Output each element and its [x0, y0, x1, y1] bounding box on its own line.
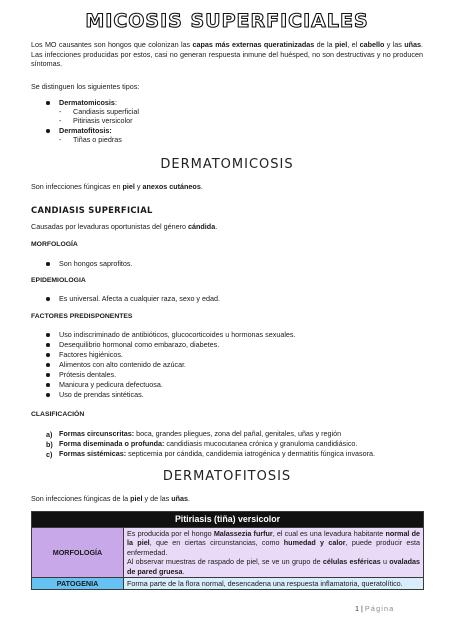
- list-item: Son hongos saprofitos.: [59, 259, 133, 268]
- list-item: Prótesis dentales.: [59, 370, 117, 379]
- section-heading-dermatomicosis: DERMATOMICOSIS: [160, 157, 294, 172]
- text-run: Es producida por el hongo: [127, 529, 214, 538]
- dash-icon: -: [59, 107, 62, 116]
- types-intro: Se distinguen los siguientes tipos:: [31, 82, 140, 91]
- list-item: Es universal. Afecta a cualquier raza, sexo y edad.: [59, 294, 221, 303]
- text-run: Son infecciones fúngicas de la: [31, 494, 131, 503]
- type-label: Dermatofitosis:: [59, 126, 112, 135]
- label-clasificacion: CLASIFICACIÓN: [31, 411, 85, 418]
- text-run: boca, grandes pliegues, zona del pañal, genitales, uñas y región: [134, 429, 342, 438]
- list-item: Alimentos con alto contenido de azúcar.: [59, 360, 187, 369]
- text-run: .: [188, 494, 191, 503]
- text-run: .: [215, 222, 218, 231]
- label-epidemiologia: EPIDEMIOLOGIA: [31, 277, 86, 284]
- bold-run: normal de la piel: [127, 529, 420, 548]
- text-run: de la: [314, 40, 335, 49]
- text-run: , puede producir esta enfermedad.: [127, 538, 421, 557]
- bold-run: Malassezia furfur: [213, 529, 273, 538]
- page-title: MICOSIS SUPERFICIALES: [85, 10, 369, 32]
- table-row: [32, 578, 424, 590]
- list-letter: b): [46, 440, 53, 449]
- bold-run: piel: [334, 40, 348, 49]
- dash-icon: -: [59, 135, 62, 144]
- text-run: y de las: [142, 494, 172, 503]
- page-footer: [355, 604, 394, 613]
- candiasis-text: [31, 222, 423, 232]
- list-item: Factores higiénicos.: [59, 350, 123, 359]
- row-desc-patogenia: Forma parte de la flora normal, desencadena una respuesta inflamatoria, queratolítico.: [124, 578, 424, 590]
- text-run: .: [182, 566, 185, 576]
- text-run: .: [200, 182, 203, 191]
- bullet-icon: [46, 343, 50, 347]
- bullet-icon: [46, 262, 50, 266]
- list-item: Desequilibrio hormonal como embarazo, diabetes.: [59, 340, 220, 349]
- dash-icon: -: [59, 116, 62, 125]
- desc-paragraph: [127, 529, 420, 557]
- classification-item: [59, 439, 357, 449]
- section-heading-dermatofitosis: DERMATOFITOSIS: [162, 469, 292, 484]
- bold-run: Forma diseminada o profunda:: [59, 439, 165, 448]
- bullet-icon: [46, 101, 50, 105]
- bold-run: piel: [122, 182, 135, 191]
- text-run: Los MO causantes son hongos que colonizan las: [31, 40, 193, 49]
- bold-run: Formas sistémicas:: [59, 449, 127, 458]
- list-item: Uso de prendas sintéticas.: [59, 390, 144, 399]
- dermatofitosis-text: [31, 494, 423, 504]
- dermatomicosis-text: [31, 182, 423, 192]
- bullet-icon: [46, 297, 50, 301]
- bullet-icon: [46, 373, 50, 377]
- row-label-morfologia: MORFOLOGÍA: [32, 528, 124, 578]
- text-run: Son infecciones fúngicas en: [31, 182, 123, 191]
- bullet-icon: [46, 393, 50, 397]
- pitiriasis-table: [31, 511, 424, 590]
- bold-run: piel: [130, 494, 143, 503]
- classification-item: [59, 449, 375, 459]
- bold-run: ovaladas de pared gruesa: [127, 557, 421, 576]
- bold-run: células esféricas: [322, 557, 381, 567]
- bullet-icon: [46, 353, 50, 357]
- desc-paragraph: [127, 557, 420, 576]
- label-morfologia: MORFOLOGÍA: [31, 241, 78, 248]
- text-run: . Las infecciones producidas por estos, casi no generan respuesta inmune del huésped, no son destructivas y no producen síntomas.: [31, 40, 424, 69]
- subtype-item: Tiñas o piedras: [73, 135, 122, 144]
- bold-run: cándida: [188, 222, 216, 231]
- subtype-item: Pitiriasis versicolor: [73, 116, 133, 125]
- type-label: Dermatomicosis: [59, 98, 115, 107]
- subsection-heading-candiasis: CANDIASIS SUPERFICIAL: [31, 205, 153, 215]
- text-run: , el cual es una levadura habitante: [272, 529, 386, 538]
- classification-item: [59, 429, 341, 439]
- text-run: Al observar muestras de raspado de piel, se ve un grupo de: [127, 557, 323, 567]
- bold-run: humedad y calor: [283, 538, 346, 548]
- text-run: candidiasis mucocutanea crónica y granuloma candidiásico.: [164, 439, 358, 448]
- text-run: y: [134, 182, 143, 191]
- bullet-icon: [46, 363, 50, 367]
- row-desc-morfologia: [124, 528, 424, 578]
- row-label-patogenia: PATOGENIA: [32, 578, 124, 590]
- bold-run: uñas: [171, 494, 189, 503]
- list-item: Manicura y pedicura defectuosa.: [59, 380, 163, 389]
- table-row: [32, 528, 424, 578]
- list-letter: a): [46, 430, 53, 439]
- text-run: septicemia por cándida, candidemia iatrogénica y dermatitis fúngica invasora.: [126, 449, 376, 458]
- page-number: 1: [355, 604, 359, 613]
- label-factores: FACTORES PREDISPONENTES: [31, 313, 133, 320]
- bullet-icon: [46, 383, 50, 387]
- bullet-icon: [46, 129, 50, 133]
- text-run: u: [380, 557, 390, 567]
- page-label: Página: [364, 604, 395, 613]
- bold-run: anexos cutáneos: [142, 182, 201, 191]
- footer-separator: |: [359, 604, 365, 613]
- bullet-icon: [46, 333, 50, 337]
- type-suffix: :: [114, 98, 117, 107]
- text-run: , que en ciertas circunstancias, como: [149, 538, 284, 548]
- text-run: , el: [347, 40, 360, 49]
- subtype-item: Candiasis superficial: [73, 107, 139, 116]
- bold-run: cabello: [359, 40, 385, 49]
- list-letter: c): [46, 450, 53, 459]
- intro-paragraph: [31, 40, 423, 69]
- bold-run: uñas: [404, 40, 422, 49]
- list-item: Uso indiscriminado de antibióticos, glucocorticoides u hormonas sexuales.: [59, 330, 296, 339]
- bold-run: capas más externas queratinizadas: [192, 40, 315, 49]
- table-header-row: [32, 512, 424, 528]
- bold-run: Formas circunscritas:: [59, 429, 135, 438]
- table-header: Pitiriasis (tiña) versicolor: [32, 512, 424, 528]
- text-run: Causadas por levaduras oportunistas del género: [31, 222, 189, 231]
- text-run: y las: [384, 40, 405, 49]
